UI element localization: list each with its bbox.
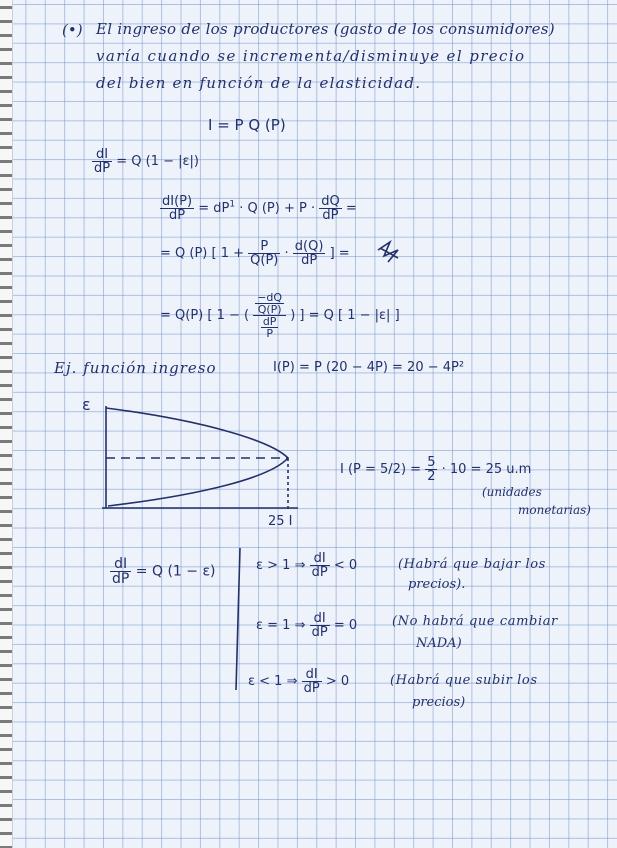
- summary-case-3-note: (Habrá que subir los: [390, 673, 538, 688]
- summary-case-3: ε < 1 ⇒ $\frac{dI}{dP}$ > 0: [248, 667, 350, 696]
- summary-case-2-note-2: NADA): [416, 636, 462, 651]
- summary-case-2: ε = 1 ⇒ $\frac{dI}{dP}$ = 0: [256, 611, 358, 640]
- formula-income: I = P Q (P): [208, 116, 286, 134]
- formula-product-rule: $\frac{dI(P)}{dP}$ = $dP^1 \cdot Q$ (P) + P · $\frac{dQ}{dP}$ =: [162, 194, 357, 223]
- example-equation: I(P) = P (20 − 4P) = 20 − 4P²: [273, 360, 465, 375]
- fraction-dI-dP: $\frac{dI}{dP}$: [94, 147, 111, 176]
- intro-line-3: del bien en función de la elasticidad.: [96, 74, 422, 92]
- graph-note-1: (unidades: [482, 485, 542, 499]
- intro-line-2: varía cuando se incrementa/disminuye el precio: [96, 47, 526, 65]
- intro-line-1: El ingreso de los productores (gasto de los consumidores): [96, 20, 555, 38]
- example-label: Ej. función ingreso: [54, 359, 217, 377]
- graph-x-label: 25 I: [268, 514, 293, 529]
- summary-case-1-note: (Habrá que bajar los: [398, 557, 546, 572]
- summary-case-2-note: (No habrá que cambiar: [392, 614, 558, 629]
- graph-note-2: monetarias): [518, 503, 591, 517]
- bullet: (•): [62, 21, 83, 39]
- graph-y-label: ε: [82, 395, 91, 414]
- formula-elasticity: = Q(P) [ 1 − ( $\frac{\frac{-dQ}{Q(P)}}{\frac{dP}{P}}$ ) ] = Q [ 1 − |ε| ]: [160, 291, 400, 340]
- summary-lhs: $\frac{dI}{dP}$ = Q (1 − ε): [112, 556, 216, 587]
- formula-derivative: $\frac{dI}{dP}$ = Q (1 − |ε|): [94, 147, 199, 176]
- formula-bracket: = Q (P) [ 1 + $\frac{P}{Q(P)}$ · $\frac{d(Q)}{dP}$ ] =: [160, 239, 350, 268]
- summary-case-1: ε > 1 ⇒ $\frac{dI}{dP}$ < 0: [256, 551, 358, 580]
- summary-case-3-note-2: precios): [412, 695, 466, 710]
- graph-evaluation: I (P = 5/2) = $\frac{5}{2}$ · 10 = 25 u.m: [340, 455, 532, 484]
- summary-case-1-note-2: precios).: [408, 577, 466, 592]
